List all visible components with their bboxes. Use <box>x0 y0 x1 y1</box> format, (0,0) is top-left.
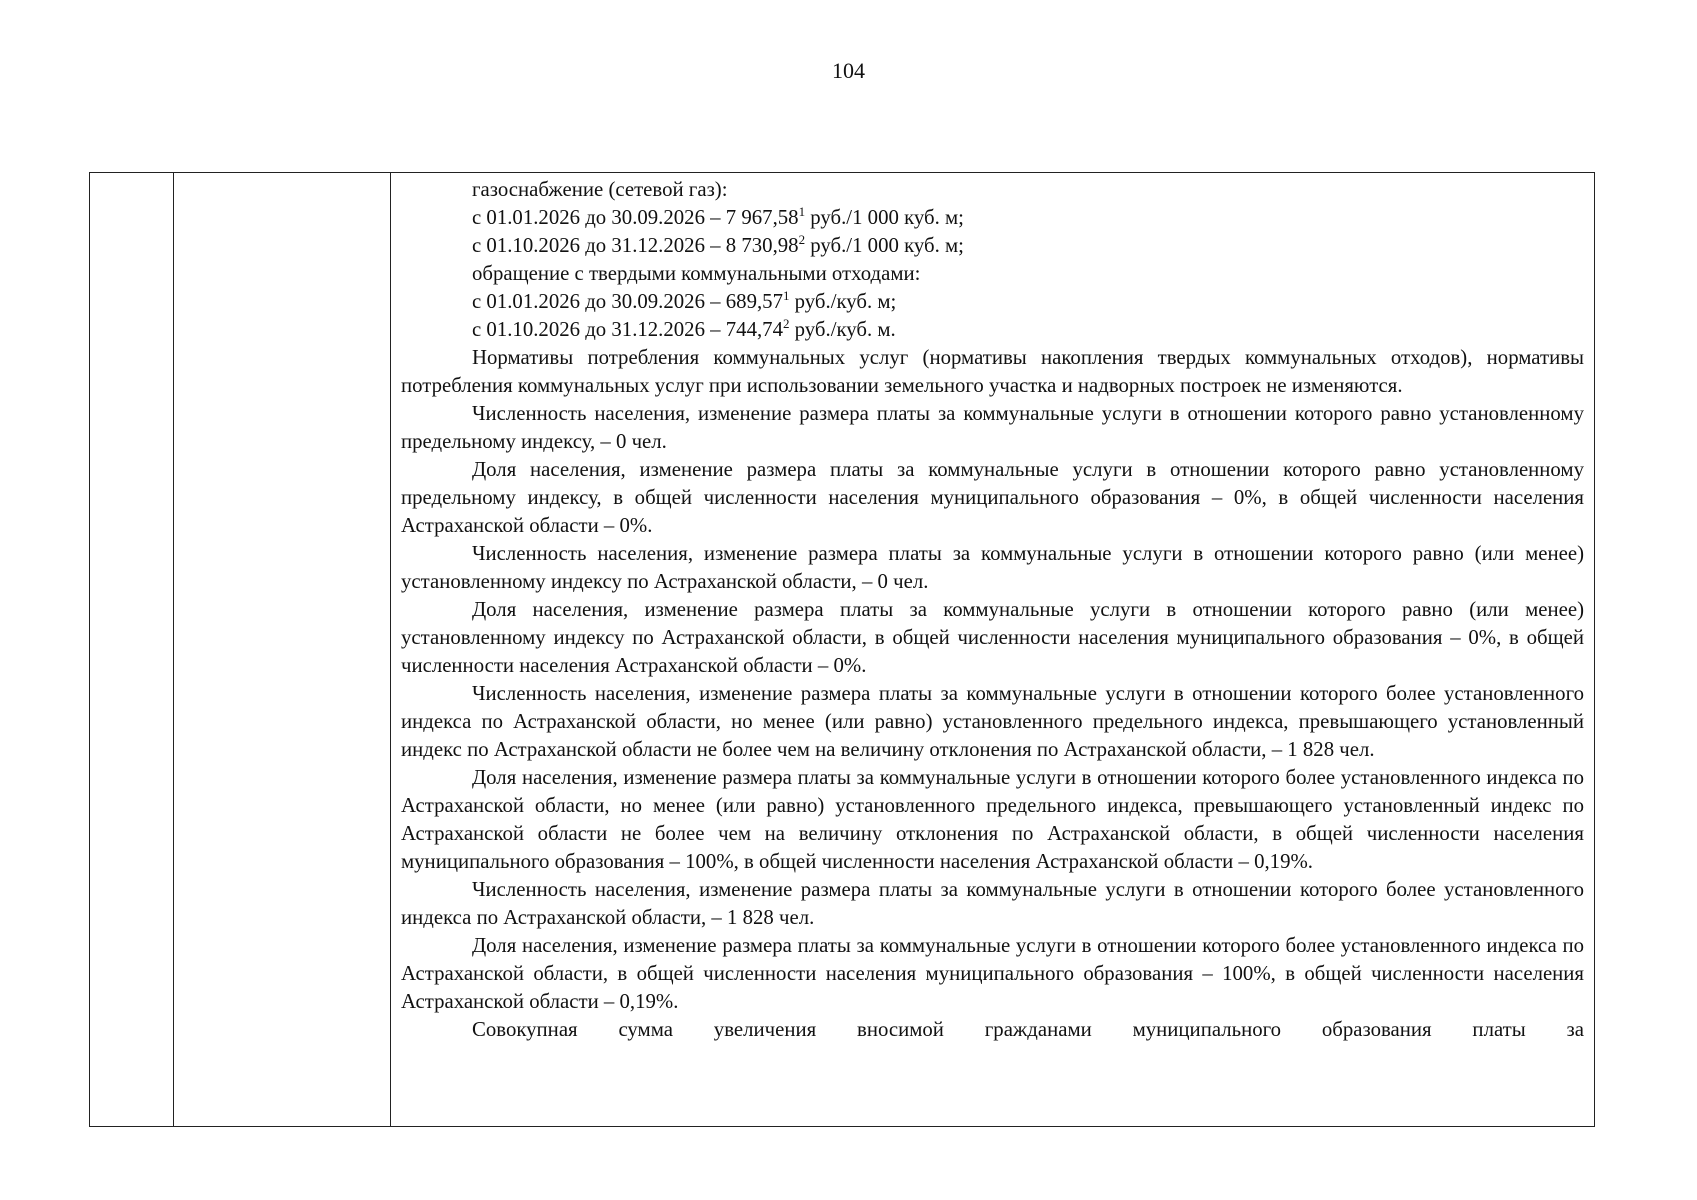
waste-rate-2-unit: руб./куб. м. <box>789 318 896 341</box>
waste-rate-2-text: с 01.10.2026 до 31.12.2026 – 744,74 <box>472 318 783 341</box>
waste-rate-1-unit: руб./куб. м; <box>789 290 897 313</box>
table-row <box>90 173 1595 1127</box>
waste-rate-1-text: с 01.01.2026 до 30.09.2026 – 689,57 <box>472 290 783 313</box>
waste-rate-line-2 <box>401 316 1584 344</box>
table-cell-content <box>391 173 1595 1127</box>
footnote-ref-2: 2 <box>798 232 806 248</box>
paragraph-population-limit-share: Доля населения, изменение размера платы за коммунальные услуги в отношении которого равно установленному предельному индексу, в общей численности населения муниципального образования – 0%, в общей численности населения Астраханской области – 0%. <box>401 458 1584 537</box>
cell-text-content <box>391 173 1594 1126</box>
gas-heading: газоснабжение (сетевой газ): <box>472 178 728 201</box>
gas-rate-2-text: с 01.10.2026 до 31.12.2026 – 8 730,98 <box>472 234 799 257</box>
table-cell-name <box>174 173 391 1127</box>
footnote-ref-2: 2 <box>782 316 790 332</box>
document-table <box>89 172 1595 1127</box>
page-number: 104 <box>832 58 865 83</box>
waste-heading: обращение с твердыми коммунальными отходами: <box>472 262 921 285</box>
paragraph-population-above-count: Численность населения, изменение размера платы за коммунальные услуги в отношении которого более установленного индекса по Астраханской области, – 1 828 чел. <box>401 878 1584 929</box>
gas-rate-1-unit: руб./1 000 куб. м; <box>805 206 964 229</box>
paragraph-population-range-count: Численность населения, изменение размера платы за коммунальные услуги в отношении которого более установленного индекса по Астраханской области, но менее (или равно) установленного предельного индекса, превышающего установленный индекс по Астраханской области не более чем на величину отклонения по Астраханской области, – 1 828 чел. <box>401 682 1584 761</box>
paragraph-population-above-share: Доля населения, изменение размера платы за коммунальные услуги в отношении которого более установленного индекса по Астраханской области, в общей численности населения муниципального образования – 100%, в общей численности населения Астраханской области – 0,19%. <box>401 934 1584 1013</box>
paragraph-population-index-share: Доля населения, изменение размера платы за коммунальные услуги в отношении которого равно (или менее) установленному индексу по Астраханской области, в общей численности населения муниципального образования – 0%, в общей численности населения Астраханской области – 0%. <box>401 598 1584 677</box>
paragraph-norms: Нормативы потребления коммунальных услуг (нормативы накопления твердых коммунальных отходов), нормативы потребления коммунальных услуг при использовании земельного участка и надворных построек не изменяются. <box>401 346 1584 397</box>
footnote-ref-1: 1 <box>782 288 790 304</box>
table-cell-number <box>90 173 174 1127</box>
paragraph-population-range-share: Доля населения, изменение размера платы за коммунальные услуги в отношении которого более установленного индекса по Астраханской области, но менее (или равно) установленного предельного индекса, превышающего установленный индекс по Астраханской области не более чем на величину отклонения по Астраханской области, в общей численности населения муниципального образования – 100%, в общей численности населения Астраханской области – 0,19%. <box>401 766 1584 873</box>
gas-rate-line-2 <box>401 232 1584 260</box>
gas-rate-1-text: с 01.01.2026 до 30.09.2026 – 7 967,58 <box>472 206 799 229</box>
paragraph-population-index-count: Численность населения, изменение размера платы за коммунальные услуги в отношении которого равно (или менее) установленному индексу по Астраханской области, – 0 чел. <box>401 542 1584 593</box>
paragraph-total-increase: Совокупная сумма увеличения вносимой гражданами муниципального образования платы за <box>472 1018 1584 1041</box>
paragraph-population-limit-count: Численность населения, изменение размера платы за коммунальные услуги в отношении которого равно установленному предельному индексу, – 0 чел. <box>401 402 1584 453</box>
footnote-ref-1: 1 <box>798 204 806 220</box>
gas-rate-line-1 <box>401 204 1584 232</box>
gas-rate-2-unit: руб./1 000 куб. м; <box>805 234 964 257</box>
waste-rate-line-1 <box>401 288 1584 316</box>
